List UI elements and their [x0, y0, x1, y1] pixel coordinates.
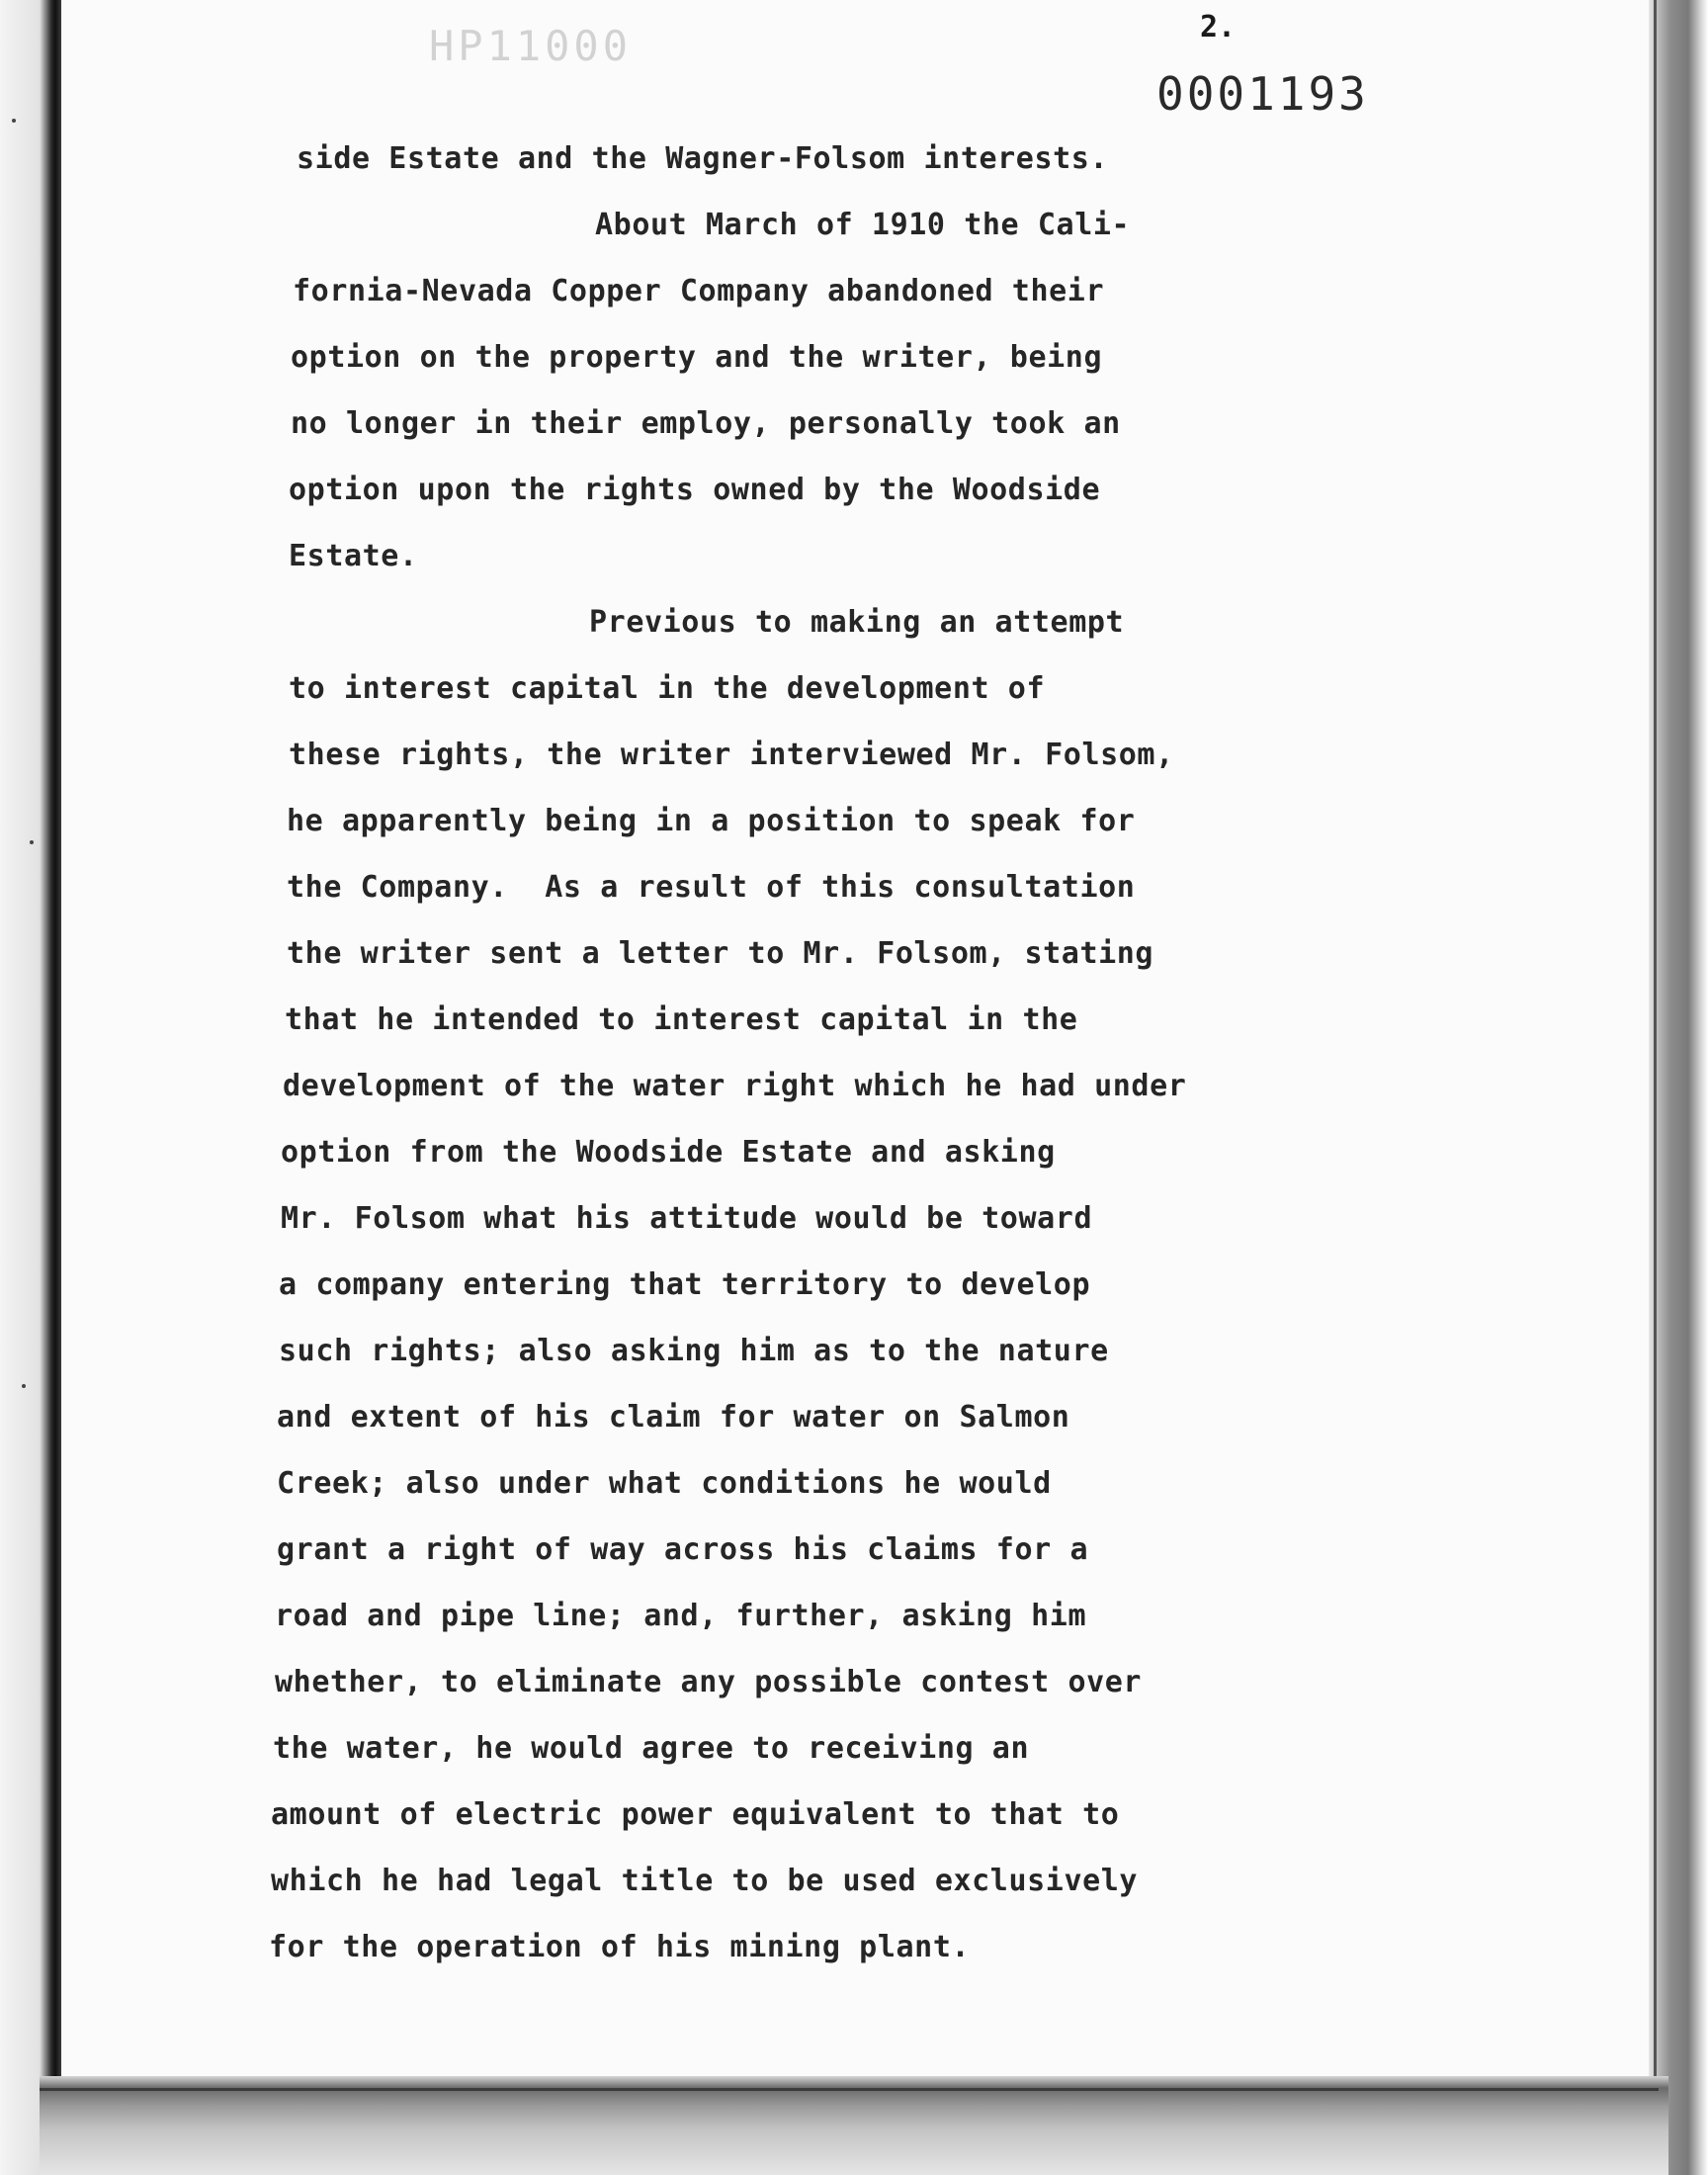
text-line: for the operation of his mining plant. — [269, 1930, 971, 1964]
binding-margin — [0, 0, 61, 2175]
page-right-edge — [1649, 0, 1708, 2175]
text-line: the water, he would agree to receiving an — [273, 1731, 1030, 1766]
page-number: 2. — [1200, 10, 1237, 44]
text-line: and extent of his claim for water on Salmon — [277, 1400, 1070, 1435]
text-line: the Company. As a result of this consultation — [287, 870, 1136, 905]
text-line: Creek; also under what conditions he would — [277, 1466, 1052, 1501]
text-line: option from the Woodside Estate and asking — [281, 1135, 1056, 1170]
text-line: the writer sent a letter to Mr. Folsom, stating — [287, 936, 1154, 971]
text-line: Mr. Folsom what his attitude would be toward — [281, 1201, 1093, 1236]
text-line: these rights, the writer interviewed Mr. Folsom, — [289, 738, 1174, 772]
page-right-border — [1654, 0, 1657, 2116]
text-line: option on the property and the writer, being — [291, 340, 1103, 375]
text-line: Estate. — [289, 539, 418, 573]
text-line: road and pipe line; and, further, asking him — [275, 1599, 1087, 1633]
text-line: he apparently being in a position to speak for — [287, 804, 1136, 838]
document-id: 0001193 — [1156, 67, 1369, 121]
text-line: development of the water right which he had under — [283, 1069, 1187, 1103]
text-line: such rights; also asking him as to the nature — [279, 1334, 1109, 1368]
text-line: grant a right of way across his claims for a — [277, 1532, 1089, 1567]
text-line: fornia-Nevada Copper Company abandoned their — [293, 274, 1105, 308]
faint-stamp: HP11000 — [429, 22, 633, 70]
text-line: that he intended to interest capital in the — [285, 1002, 1078, 1037]
page-bottom-edge-shadow — [40, 2076, 1668, 2175]
text-line: which he had legal title to be used exclusively — [271, 1864, 1139, 1898]
text-line: whether, to eliminate any possible contest over — [275, 1665, 1143, 1699]
text-line: option upon the rights owned by the Woodside — [289, 473, 1101, 507]
text-line: no longer in their employ, personally took an — [291, 406, 1121, 441]
page-bottom-border — [40, 2088, 1659, 2091]
text-line: to interest capital in the development of — [289, 671, 1046, 706]
text-line: a company entering that territory to develop — [279, 1267, 1091, 1302]
text-line: amount of electric power equivalent to that to — [271, 1797, 1120, 1832]
text-line: side Estate and the Wagner-Folsom interests. — [297, 141, 1109, 176]
text-line: Previous to making an attempt — [589, 605, 1125, 640]
text-line: About March of 1910 the Cali- — [595, 208, 1131, 242]
